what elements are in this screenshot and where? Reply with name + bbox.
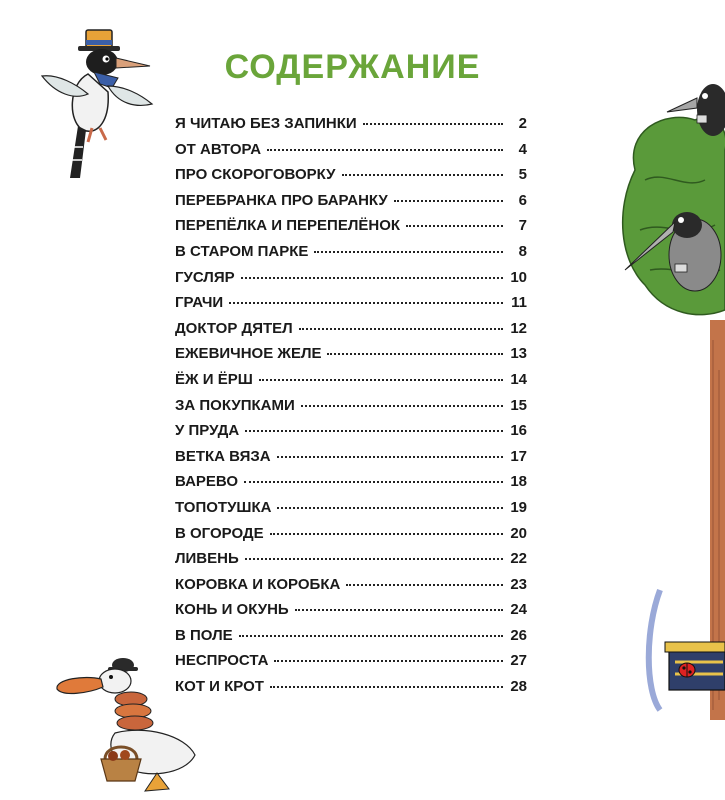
toc-entry-page-number: 6 <box>518 191 527 209</box>
toc-entry-title: ДОКТОР ДЯТЕЛ <box>175 319 293 337</box>
toc-entry-page-number: 15 <box>510 396 527 414</box>
toc-entry-page-number: 14 <box>510 370 527 388</box>
dot-leader <box>314 251 503 253</box>
toc-entry-page-number: 2 <box>518 115 527 132</box>
toc-entry <box>175 576 527 602</box>
toc-entry <box>175 269 527 295</box>
dot-leader <box>277 456 503 458</box>
dot-leader <box>267 149 503 151</box>
dot-leader <box>270 686 503 688</box>
toc-entry <box>175 217 527 243</box>
toc-entry <box>175 448 527 474</box>
toc-entry-title: В СТАРОМ ПАРКЕ <box>175 242 309 260</box>
dot-leader <box>259 379 503 381</box>
toc-entry <box>175 397 527 423</box>
toc-entry-page-number: 28 <box>510 678 527 696</box>
toc-entry-title: ПЕРЕБРАНКА ПРО БАРАНКУ <box>175 191 388 209</box>
toc-entry <box>175 141 527 167</box>
dot-leader <box>245 430 503 432</box>
toc-entry-title: У ПРУДА <box>175 422 240 440</box>
toc-entry <box>175 525 527 551</box>
toc-entry-title: КОНЬ И ОКУНЬ <box>175 601 289 619</box>
toc-entry-title: В ОГОРОДЕ <box>175 524 264 542</box>
toc-entry <box>175 550 527 576</box>
toc-entry-title: ПРО СКОРОГОВОРКУ <box>175 166 336 184</box>
toc-entry-page-number: 17 <box>510 447 527 465</box>
toc-entry <box>175 243 527 269</box>
toc-entry-page-number: 8 <box>518 242 527 260</box>
toc-entry-title: ВАРЕВО <box>175 473 239 491</box>
toc-entry-page-number: 20 <box>510 524 527 542</box>
dot-leader <box>342 174 503 176</box>
dot-leader <box>244 481 503 483</box>
toc-entry <box>175 294 527 320</box>
toc-entry-page-number: 24 <box>510 601 527 619</box>
toc-entry-title: КОРОВКА И КОРОБКА <box>175 575 341 593</box>
dot-leader <box>299 328 503 330</box>
goose-with-basket-illustration <box>45 655 215 795</box>
dot-leader <box>274 660 503 662</box>
toc-entry-title: НЕСПРОСТА <box>175 652 269 670</box>
magpie-with-hat-illustration <box>28 12 158 182</box>
toc-entry-title: В ПОЛЕ <box>175 626 233 644</box>
toc-entry-page-number: 26 <box>510 626 527 644</box>
dot-leader <box>301 405 503 407</box>
toc-entry <box>175 678 527 704</box>
dot-leader <box>245 558 503 560</box>
toc-entry <box>175 371 527 397</box>
dot-leader <box>394 200 503 202</box>
toc-entry-title: ТОПОТУШКА <box>175 498 272 516</box>
toc-entry <box>175 115 527 141</box>
dot-leader <box>363 123 503 125</box>
toc-entry-title: КОТ И КРОТ <box>175 678 264 696</box>
toc-entry <box>175 601 527 627</box>
toc-entry <box>175 473 527 499</box>
toc-entry-title: ВЕТКА ВЯЗА <box>175 447 271 465</box>
toc-entry-page-number: 10 <box>510 268 527 286</box>
toc-entry-page-number: 18 <box>510 473 527 491</box>
toc-entry-title: Я ЧИТАЮ БЕЗ ЗАПИНКИ <box>175 115 357 132</box>
dot-leader <box>229 302 503 304</box>
toc-entry-title: ОТ АВТОРА <box>175 140 262 158</box>
toc-entry-title: ЗА ПОКУПКАМИ <box>175 396 295 414</box>
dot-leader <box>346 584 503 586</box>
toc-entry <box>175 499 527 525</box>
table-of-contents <box>175 115 527 704</box>
dot-leader <box>277 507 503 509</box>
toc-entry-page-number: 23 <box>510 575 527 593</box>
toc-entry-title: ЛИВЕНЬ <box>175 550 239 568</box>
toc-entry-title: ГРАЧИ <box>175 294 224 312</box>
toc-entry <box>175 422 527 448</box>
dot-leader <box>327 353 503 355</box>
toc-entry-page-number: 11 <box>511 294 527 312</box>
toc-entry-page-number: 13 <box>510 345 527 363</box>
toc-entry-page-number: 19 <box>510 498 527 516</box>
toc-entry <box>175 345 527 371</box>
page-title: СОДЕРЖАНИЕ <box>224 48 481 86</box>
toc-entry-page-number: 5 <box>518 166 527 184</box>
toc-entry-title: ПЕРЕПЁЛКА И ПЕРЕПЕЛЁНОК <box>175 217 401 235</box>
toc-entry-page-number: 22 <box>510 550 527 568</box>
toc-entry <box>175 166 527 192</box>
dot-leader <box>406 225 503 227</box>
toc-entry-title: ГУСЛЯР <box>175 268 235 286</box>
dot-leader <box>295 609 503 611</box>
toc-entry-title: ЁЖ И ЁРШ <box>175 370 253 388</box>
dot-leader <box>270 533 503 535</box>
toc-entry <box>175 627 527 653</box>
toc-entry-page-number: 12 <box>510 319 527 337</box>
rooks-in-tree-illustration <box>605 70 725 800</box>
toc-entry-page-number: 27 <box>510 652 527 670</box>
dot-leader <box>241 277 503 279</box>
toc-entry-page-number: 16 <box>510 422 527 440</box>
toc-entry <box>175 320 527 346</box>
toc-entry-title: ЕЖЕВИЧНОЕ ЖЕЛЕ <box>175 345 322 363</box>
toc-entry <box>175 652 527 678</box>
toc-entry <box>175 192 527 218</box>
toc-entry-page-number: 4 <box>518 140 527 158</box>
toc-entry-page-number: 7 <box>518 217 527 235</box>
dot-leader <box>239 635 503 637</box>
